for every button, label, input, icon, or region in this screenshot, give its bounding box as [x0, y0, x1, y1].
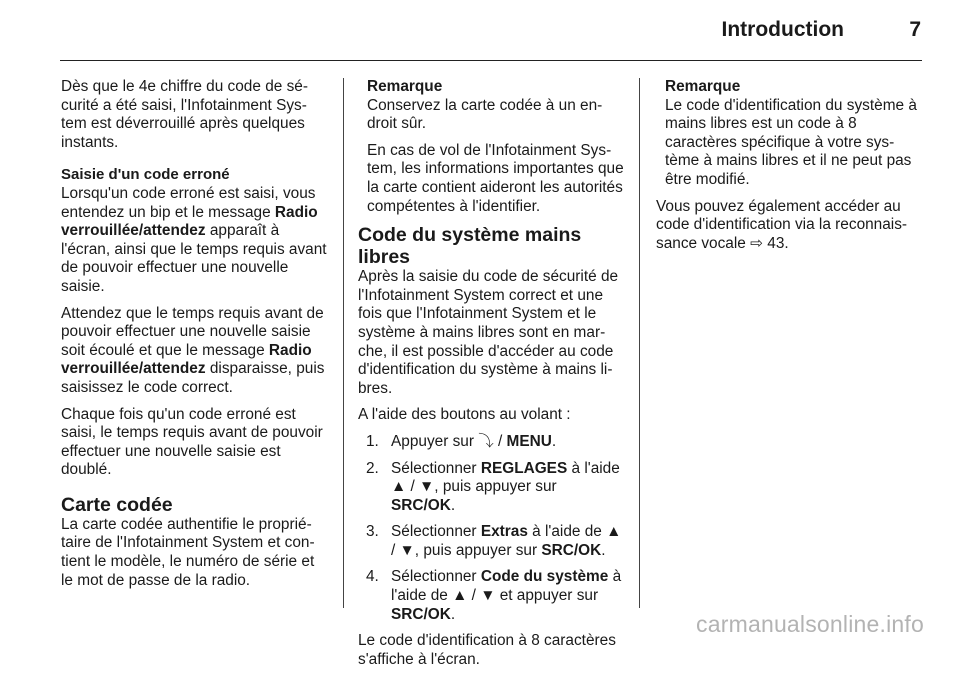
list-item: 1. Appuyer sur ⤵ / MENU. — [366, 432, 557, 450]
identification-paragraph: Le code d'identification à 8 caractères s'affiche à l'écran. — [358, 632, 616, 668]
handsfree-paragraph: Après la saisie du code de sécurité de l'Infotainment System correct et une fois que l'Infotainment System et le système à mains libres sont en marche, il est possible d'accéder au code d'identification du système à mains libres. — [358, 268, 619, 397]
wrong-code-paragraph-2: Attendez que le temps requis avant de pouvoir effectuer une nouvelle saisie soit écoulé et que le message Radio verrouillée/attendez disparaisse, puis saisissez le code correct. — [61, 304, 325, 396]
heading-handsfree-code: Code du système mains libres — [358, 224, 582, 269]
list-item: 4. Sélectionner Code du système à l'aide de ▲ / ▼ et appuyer sur SRC/OK. — [366, 568, 622, 623]
heading-code-card: Carte codée — [61, 493, 173, 516]
steering-intro: A l'aide des boutons au volant : — [358, 406, 571, 424]
watermark: carmanualsonline.info — [696, 611, 924, 637]
page-reference-icon: ⇨ — [750, 234, 764, 252]
remark-box — [656, 78, 922, 190]
phone-arrow-icon: ⤵ — [478, 432, 494, 450]
column-1 — [61, 78, 327, 598]
remark-paragraph: Le code d'identification du système à mains libres est un code à 8 caractères spécifique à votre système à mains libres et il ne peut pas être modifié. — [665, 96, 917, 188]
column-2 — [358, 78, 624, 677]
column-divider-2 — [639, 78, 640, 608]
list-item: 3. Sélectionner Extras à l'aide de ▲ / ▼, puis appuyer sur SRC/OK. — [366, 523, 622, 559]
voice-recognition-paragraph: Vous pouvez également accéder au code d'identification via la reconnaissance vocale ⇨ 43. — [656, 197, 908, 252]
page-title: Introduction — [721, 18, 844, 41]
remark-label: Remarque — [367, 78, 443, 95]
remark-label: Remarque — [665, 78, 741, 95]
steps-list — [358, 433, 624, 624]
column-3 — [656, 78, 922, 261]
wrong-code-paragraph-1: Lorsqu'un code erroné est saisi, vous entendez un bip et le message Radio verrouillée/attendez apparaît à l'écran, ainsi que le temps requis avant de pouvoir effectuer une nouvelle saisie. — [61, 184, 327, 295]
remark-box — [358, 78, 624, 216]
column-divider-1 — [343, 78, 344, 608]
remark-paragraph-2: En cas de vol de l'Infotainment System, les informations importantes que la carte contient aideront les autorités compétentes à l'identifier. — [367, 141, 624, 215]
code-card-paragraph: La carte codée authentifie le propriétaire de l'Infotainment System et contient le modèle, le numéro de série et le mot de passe de la radio. — [61, 515, 315, 589]
intro-paragraph: Dès que le 4e chiffre du code de sécurité a été saisi, l'Infotainment System est déverrouillé après quelques instants. — [61, 78, 308, 151]
subheading-wrong-code: Saisie d'un code erroné — [61, 166, 230, 184]
page-number: 7 — [909, 18, 921, 41]
wrong-code-paragraph-3: Chaque fois qu'un code erroné est saisi, le temps requis avant de pouvoir effectuer une nouvelle saisie est doublé. — [61, 405, 323, 479]
remark-paragraph-1: Conservez la carte codée à un endroit sûr. — [367, 96, 603, 133]
list-item: 2. Sélectionner REGLAGES à l'aide ▲ / ▼, puis appuyer sur SRC/OK. — [366, 459, 620, 514]
header-rule — [60, 60, 922, 61]
